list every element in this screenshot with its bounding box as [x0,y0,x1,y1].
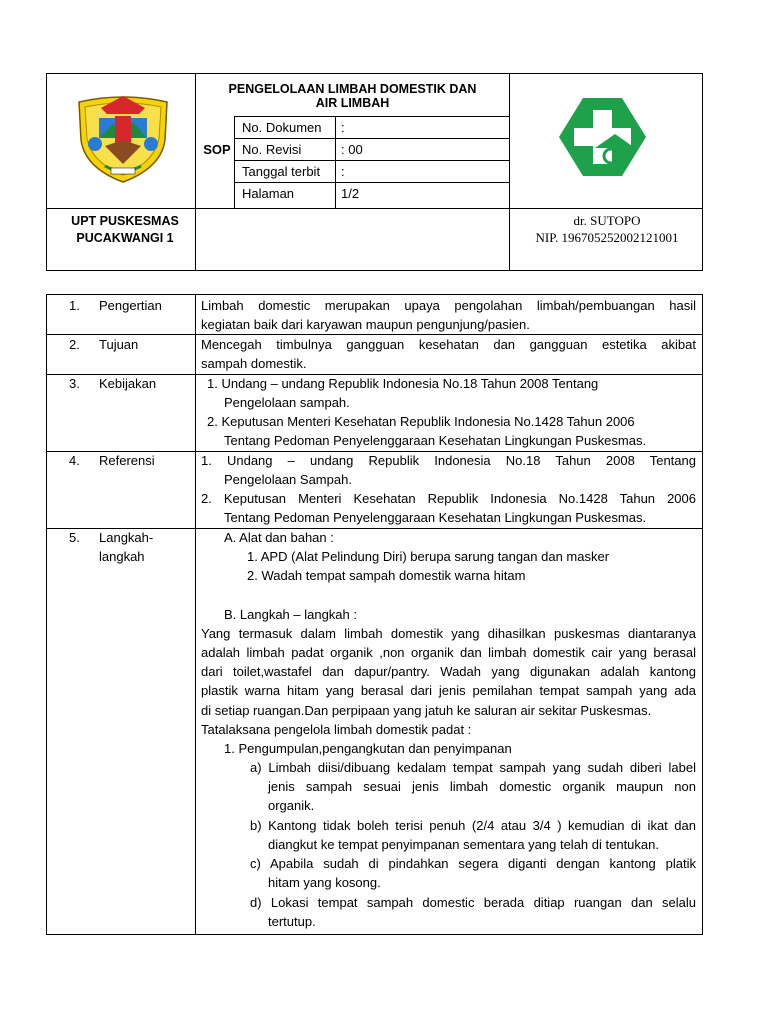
policy-item: 2. Keputusan Menteri Kesehatan Republik Indonesia No.1428 Tahun 2006 [207,414,635,429]
list-subitem: b) Kantong tidak boleh terisi penuh (2/4 atau 3/4 ) kemudian di ikat dan [250,818,696,833]
section-number: 1. [69,298,80,313]
section-text-line: kegiatan baik dari karyawan maupun pengunjung/pasien. [201,317,530,332]
section-number: 4. [69,453,80,468]
organization-name: UPT PUSKESMAS PUCAKWANGI 1 [71,214,179,245]
meta-value-issue-date: : [341,164,345,179]
meta-value-page: 1/2 [341,186,360,201]
meta-label-issue-date: Tanggal terbit [242,164,321,179]
section-title-pengertian: Pengertian [99,298,162,313]
sop-label: SOP [203,142,231,157]
subsection-heading: B. Langkah – langkah : [224,607,357,622]
paragraph-line: Tatalaksana pengelola limbah domestik padat : [201,722,472,737]
meta-label-page: Halaman [242,186,295,201]
signer-name: dr. SUTOPO [573,213,641,228]
list-item: 1. Pengumpulan,pengangkutan dan penyimpanan [224,741,512,756]
list-item: 1. APD (Alat Pelindung Diri) berupa sarung tangan dan masker [247,549,610,564]
document-title: PENGELOLAAN LIMBAH DOMESTIK DAN AIR LIMBAH [228,82,477,110]
section-text-line: sampah domestik. [201,356,307,371]
meta-label-revision: No. Revisi [242,142,302,157]
section-title-kebijakan: Kebijakan [99,376,157,391]
signer-block [510,212,704,246]
subsection-heading: A. Alat dan bahan : [224,530,334,545]
paragraph-line: plastik warna hitam yang berasal dari jenis pemilahan tempat sampah yang ada [201,683,696,698]
paragraph-line: di setiap ruangan.Dan perpipaan yang jatuh ke saluran air sekitar Puskesmas. [201,703,652,718]
section-text-line: Mencegah timbulnya gangguan kesehatan dan gangguan estetika akibat [201,337,696,352]
reference-item-cont: Tentang Pedoman Penyelenggaraan Kesehatan Lingkungan Puskesmas. [224,510,647,525]
section-text-line: Limbah domestic merupakan upaya pengolahan limbah/pembuangan hasil [201,298,696,313]
list-subitem: c) Apabila sudah di pindahkan segera diganti dengan kantong platik [250,856,696,871]
reference-item: 1. Undang – undang Republik Indonesia No.18 Tahun 2008 Tentang [201,453,696,468]
regency-emblem-icon [69,88,177,186]
meta-value-doc-no: : [341,120,345,135]
sop-content-table [46,294,703,935]
meta-value-revision: : 00 [341,142,363,157]
list-subitem-cont: organik. [268,798,315,813]
list-subitem-cont: diangkut ke tempat penyimpanan sementara yang telah di tentukan. [268,837,659,852]
paragraph-line: dari toilet,wastafel dan dapur/pantry. Wadah yang digunakan adalah kantong [201,664,696,679]
section-number: 5. [69,530,80,545]
policy-item-cont: Pengelolaan sampah. [224,395,350,410]
paragraph-line: adalah limbah padat organik ,non organik dan limbah domestik cair yang berasal [201,645,696,660]
puskesmas-logo-icon [555,96,650,178]
section-title-langkah: Langkah- langkah [99,530,154,565]
policy-item-cont: Tentang Pedoman Penyelenggaraan Kesehatan Lingkungan Puskesmas. [224,433,647,448]
meta-label-doc-no: No. Dokumen [242,120,322,135]
list-item: 2. Wadah tempat sampah domestik warna hitam [247,568,526,583]
section-number: 3. [69,376,80,391]
paragraph-line: Yang termasuk dalam limbah domestik yang dihasilkan puskesmas diantaranya [201,626,696,641]
section-number: 2. [69,337,80,352]
list-subitem-cont: hitam yang kosong. [268,875,381,890]
policy-item: 1. Undang – undang Republik Indonesia No.18 Tahun 2008 Tentang [207,376,599,391]
signer-nip: NIP. 196705252002121001 [535,230,679,245]
list-subitem-cont: jenis sampah sesuai jenis limbah domestic organik maupun non [268,779,696,794]
section-title-referensi: Referensi [99,453,155,468]
reference-item: 2. Keputusan Menteri Kesehatan Republik Indonesia No.1428 Tahun 2006 [201,491,696,506]
document-header [46,73,703,271]
list-subitem: d) Lokasi tempat sampah domestic berada ditiap ruangan dan selalu [250,895,696,910]
reference-item-cont: Pengelolaan Sampah. [224,472,352,487]
list-subitem-cont: tertutup. [268,914,316,929]
list-subitem: a) Limbah diisi/dibuang kedalam tempat sampah yang sudah diberi label [250,760,696,775]
section-title-tujuan: Tujuan [99,337,139,352]
